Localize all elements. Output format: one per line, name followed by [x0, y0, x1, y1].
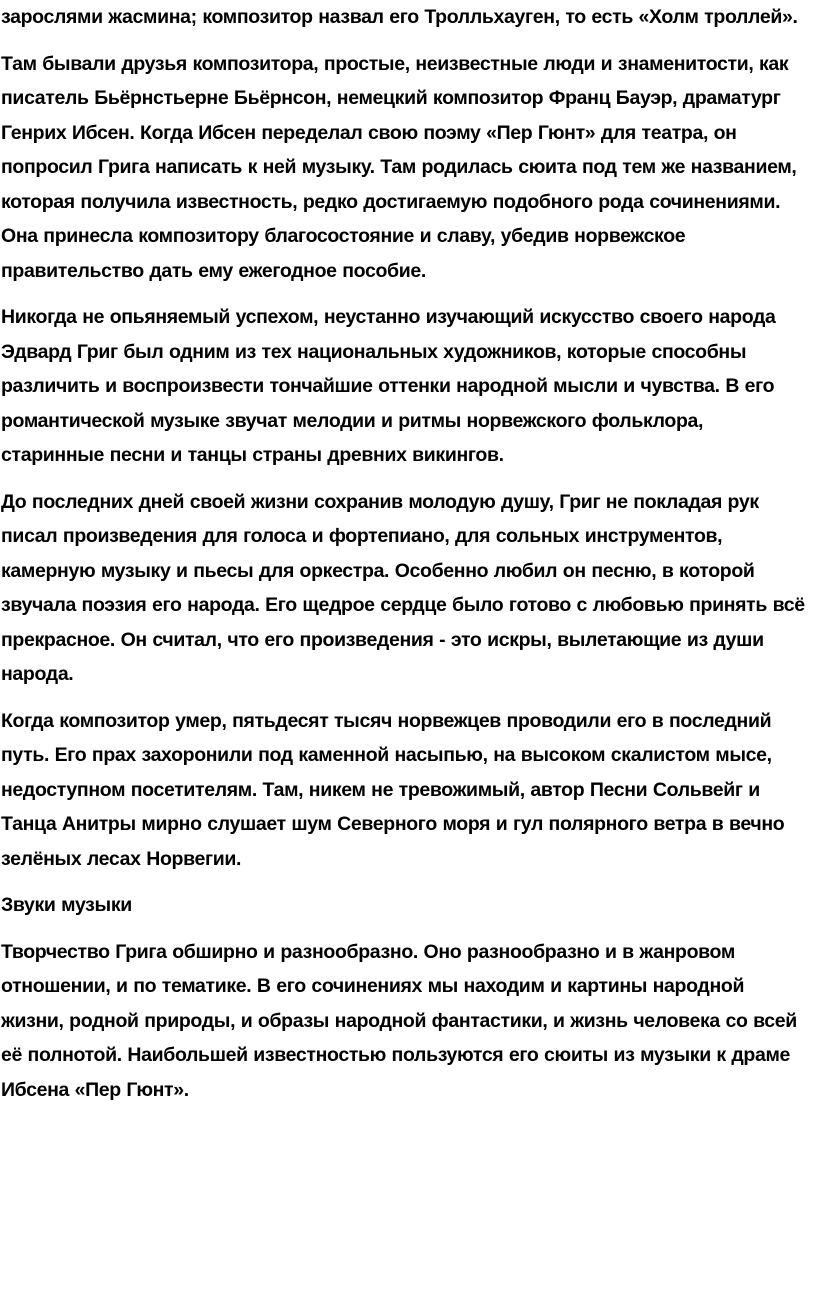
paragraph-death-and-burial: Когда композитор умер, пятьдесят тысяч норвежцев проводили его в последний путь. Его прах захоронили под каменной насыпью, на высоком скалистом мысе, недоступном посетителям. Там, никем не тревожимый, автор Песни Сольвейг и Танца Анитры мирно слушает шум Северного моря и гул полярного ветра в вечно зелёных лесах Норвегии.	[1, 709, 785, 870]
paragraph-trollhaugen: зарослями жасмина; композитор назвал его Тролльхауген, то есть «Холм троллей».	[1, 6, 798, 28]
paragraph-creativity: Творчество Грига обширно и разнообразно. Оно разнообразно и в жанровом отношении, и по тематике. В его сочинениях мы находим и картины народной жизни, родной природы, и образы народной фантастики, и жизнь человека со всей её полнотой. Наибольшей известностью пользуются его сюиты из музыки к драме Ибсена «Пер Гюнт».	[1, 940, 797, 1101]
paragraph-last-days: До последних дней своей жизни сохранив молодую душу, Григ не покладая рук писал произведения для голоса и фортепиано, для сольных инструментов, камерную музыку и пьесы для оркестра. Особенно любил он песню, в которой звучала поэзия его народа. Его щедрое сердце было готово с любовью принять всё прекрасное. Он считал, что его произведения - это искры, вылетающие из души народа.	[1, 490, 805, 685]
section-heading: Звуки музыки	[1, 894, 132, 916]
paragraph-national-artist: Никогда не опьяняемый успехом, неустанно изучающий искусство своего народа Эдвард Григ был одним из тех национальных художников, которые способны различить и воспроизвести тончайшие оттенки народной мысли и чувства. В его романтической музыке звучат мелодии и ритмы норвежского фольклора, старинные песни и танцы страны древних викингов.	[1, 306, 776, 466]
paragraph-friends-and-peer-gynt: Там бывали друзья композитора, простые, неизвестные люди и знаменитости, как писатель Бьёрнстьерне Бьёрнсон, немецкий композитор Франц Бауэр, драматург Генрих Ибсен. Когда Ибсен переделал свою поэму «Пер Гюнт» для театра, он попросил Грига написать к ней музыку. Там родилась сюита под тем же названием, которая получила известность, редко достигаемую подобного рода сочинениями. Она принесла композитору благосостояние и славу, убедив норвежское правительство дать ему ежегодное пособие.	[1, 52, 797, 282]
